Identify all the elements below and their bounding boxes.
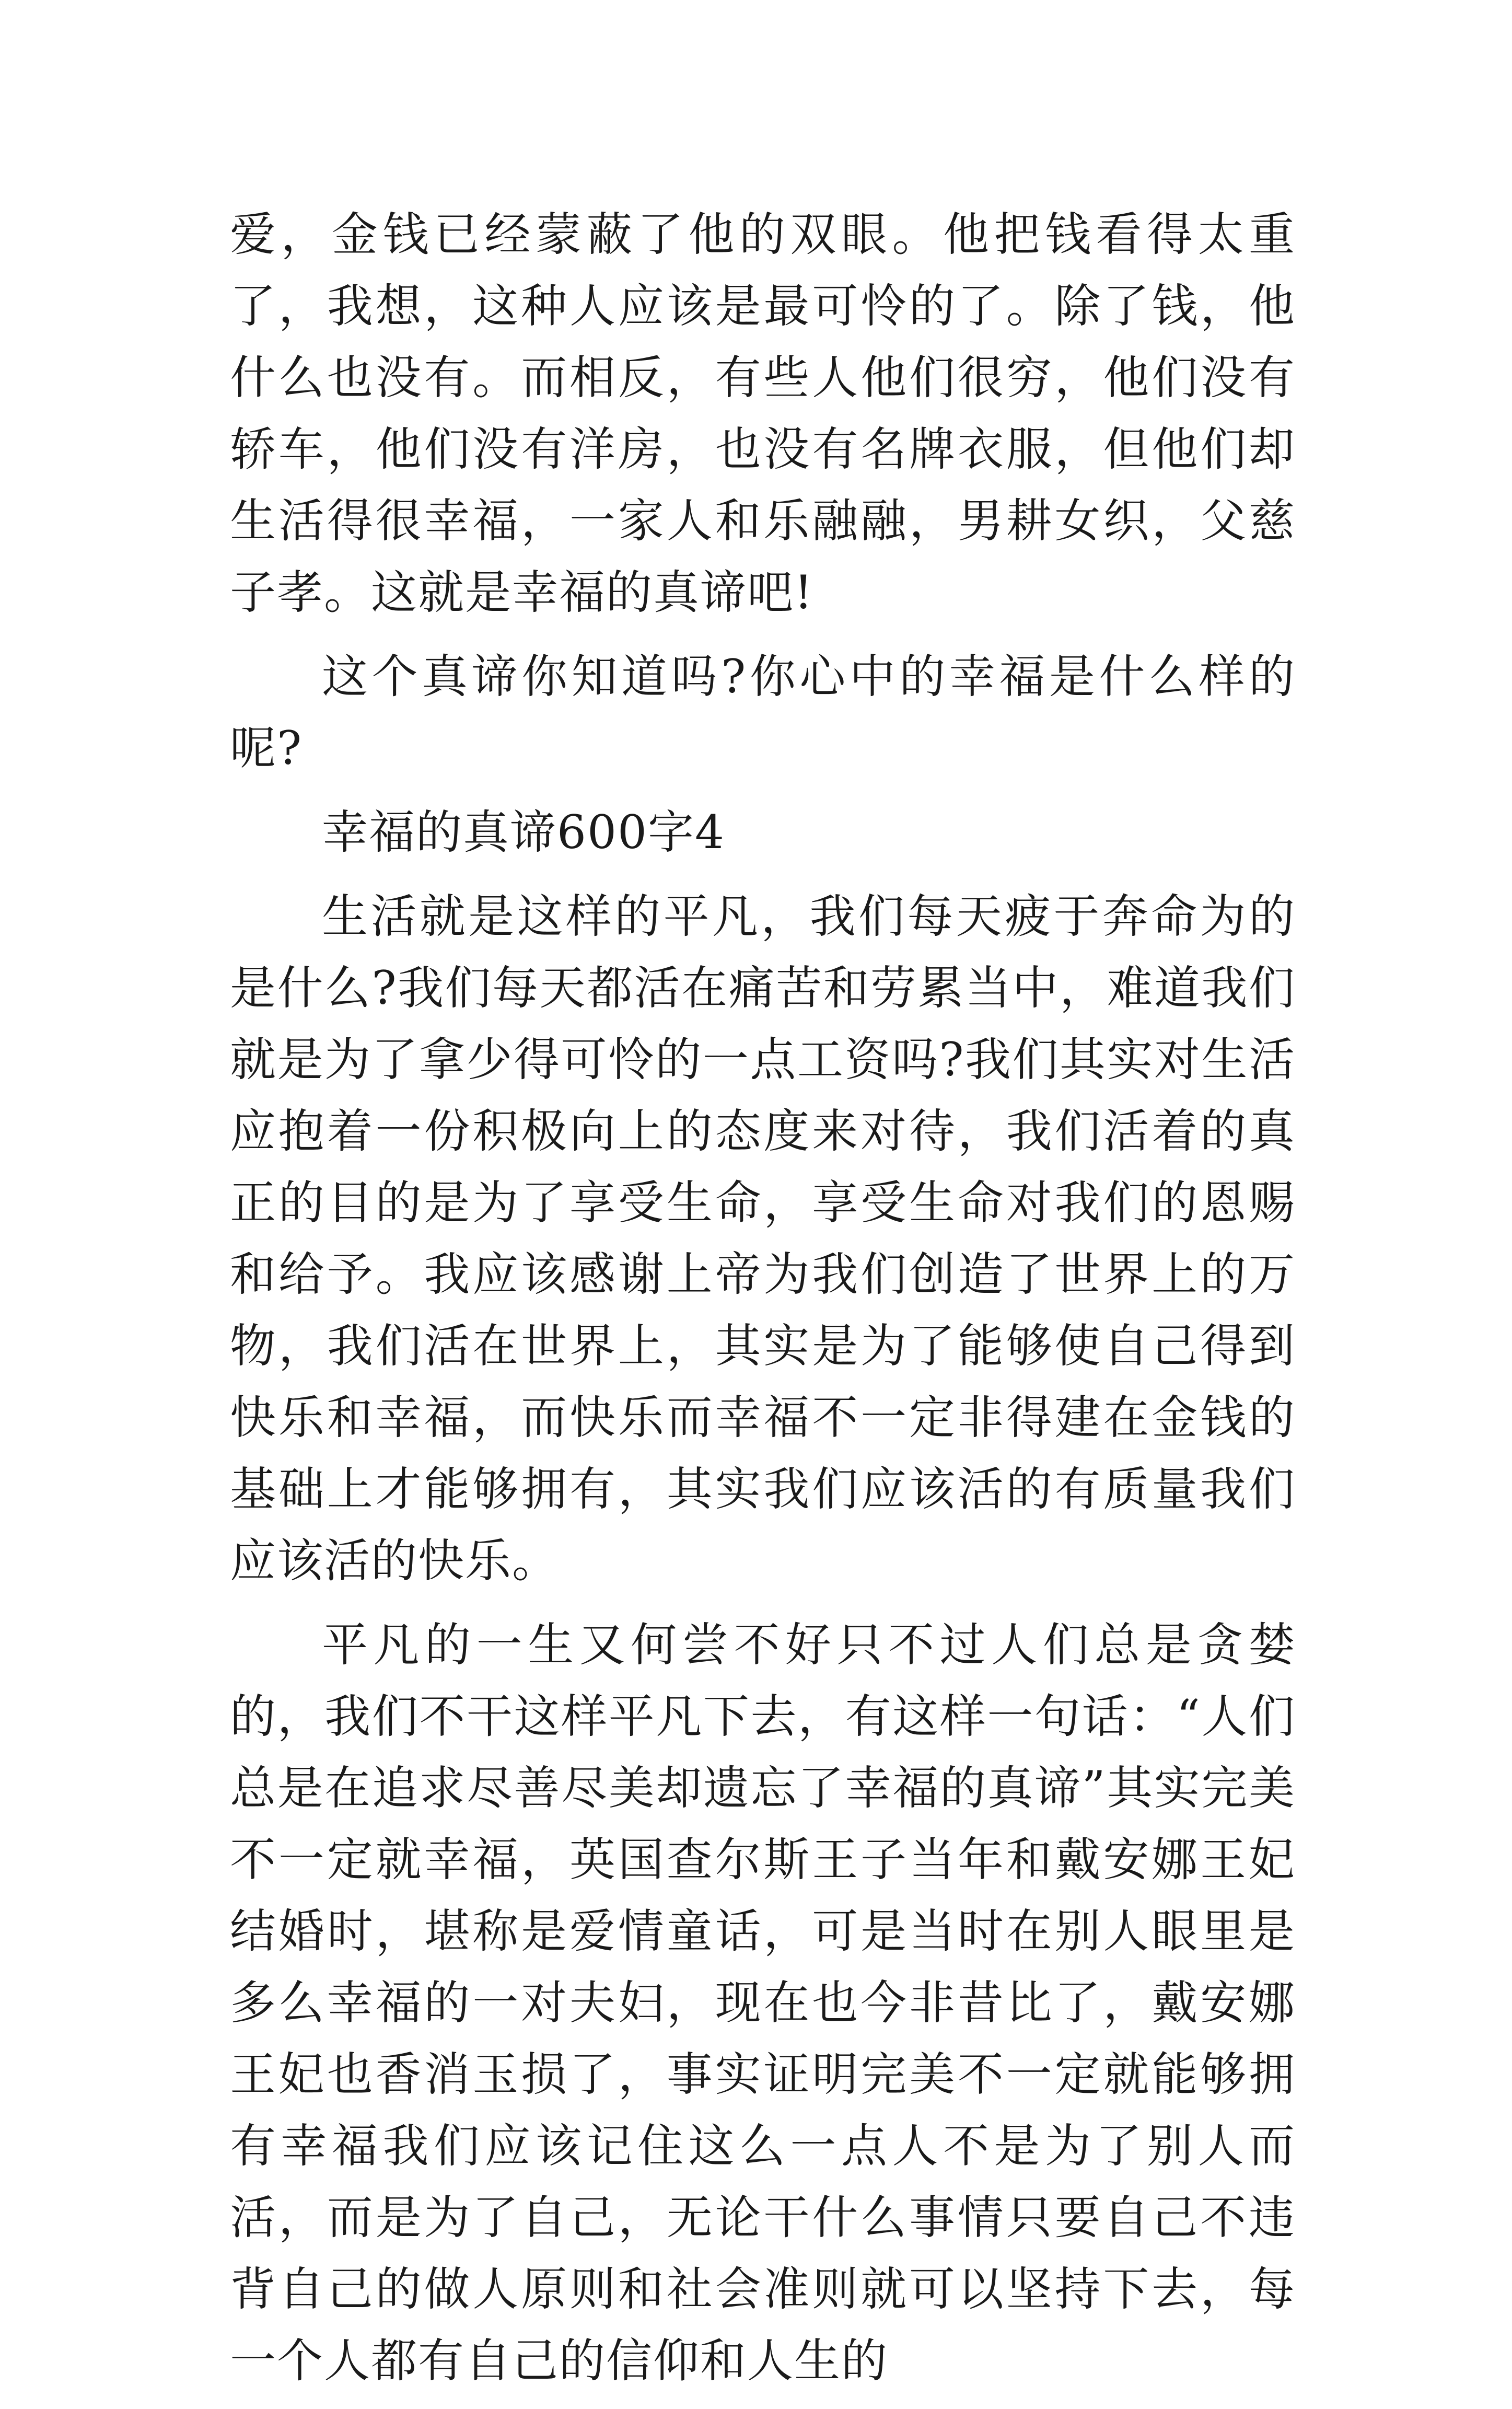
section-heading: 幸福的真谛600字4 (322, 805, 725, 859)
paragraph-continuation: 爱，金钱已经蒙蔽了他的双眼。他把钱看得太重了，我想，这种人应该是最可怜的了。除了钱，他什么也没有。而相反，有些人他们很穷，他们没有轿车，他们没有洋房，也没有名牌衣服，但他们却生活得很幸福，一家人和乐融融，男耕女织，父慈子孝。这就是幸福的真谛吧! (230, 207, 1296, 619)
document-body (230, 199, 1296, 2409)
paragraph-question: 这个真谛你知道吗?你心中的幸福是什么样的呢? (230, 650, 1296, 775)
paragraph-ordinary: 平凡的一生又何尝不好只不过人们总是贪婪的，我们不干这样平凡下去，有这样一句话：“人们总是在追求尽善尽美却遗忘了幸福的真谛”其实完美不一定就幸福，英国查尔斯王子当年和戴安娜王妃结婚时，堪称是爱情童话，可是当时在别人眼里是多么幸福的一对夫妇，现在也今非昔比了，戴安娜王妃也香消玉损了，事实证明完美不一定就能够拥有幸福我们应该记住这么一点人不是为了别人而活，而是为了自己，无论干什么事情只要自己不违背自己的做人原则和社会准则就可以坚持下去，每一个人都有自己的信仰和人生的 (230, 1618, 1296, 2388)
paragraph-life: 生活就是这样的平凡，我们每天疲于奔命为的是什么?我们每天都活在痛苦和劳累当中，难道我们就是为了拿少得可怜的一点工资吗?我们其实对生活应抱着一份积极向上的态度来对待，我们活着的真正的目的是为了享受生命，享受生命对我们的恩赐和给予。我应该感谢上帝为我们创造了世界上的万物，我们活在世界上，其实是为了能够使自己得到快乐和幸福，而快乐而幸福不一定非得建在金钱的基础上才能够拥有，其实我们应该活的有质量我们应该活的快乐。 (230, 889, 1296, 1588)
